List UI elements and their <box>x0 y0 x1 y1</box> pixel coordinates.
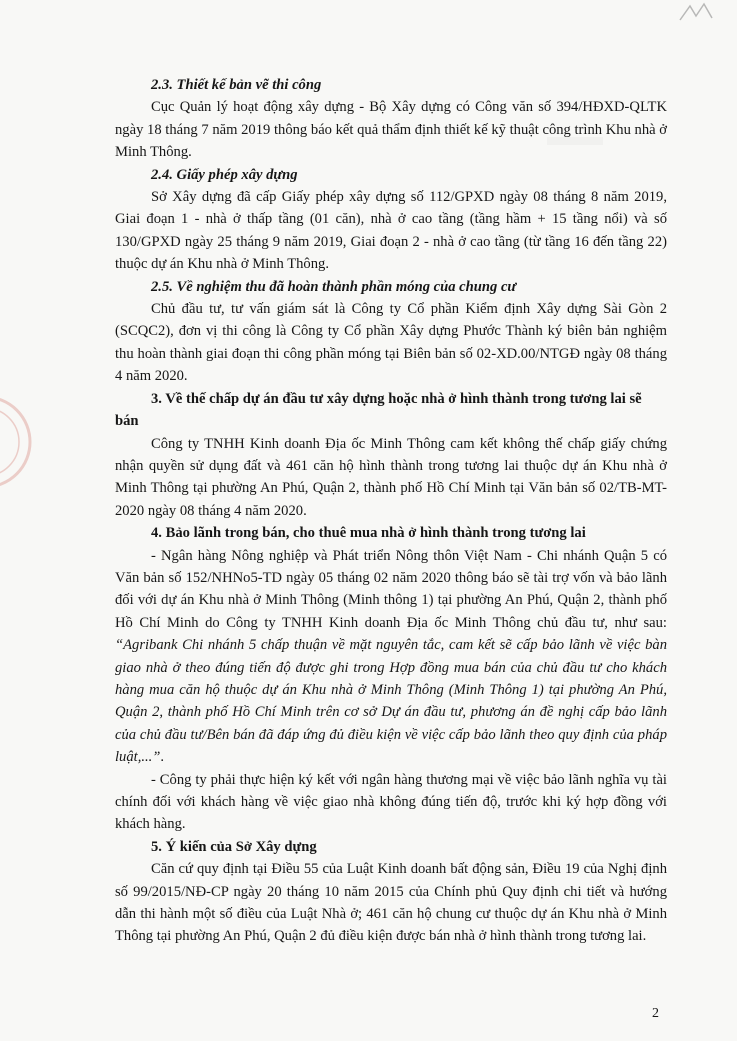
paragraph-5: Căn cứ quy định tại Điều 55 của Luật Kinh doanh bất động sản, Điều 19 của Nghị định số 99/2015/NĐ-CP ngày 20 tháng 10 năm 2015 của Chính phủ Quy định chi tiết và hướng dẫn thi hành một số điều của Luật Nhà ở; 461 căn hộ chung cư thuộc dự án Khu nhà ở Minh Thông tại phường An Phú, Quận 2 đủ điều kiện được bán nhà ở hình thành trong tương lai. <box>115 861 667 945</box>
paragraph-3: Công ty TNHH Kinh doanh Địa ốc Minh Thông cam kết không thế chấp giấy chứng nhận quyền sử dụng đất và 461 căn hộ hình thành trong tương lai thuộc dự án Khu nhà ở Minh Thông tại phường An Phú, Quận 2, thành phố Hồ Chí Minh tại Văn bản số 02/TB-MT-2020 ngày 08 tháng 4 năm 2020. <box>115 435 667 519</box>
red-seal-stamp <box>0 395 40 490</box>
paragraph-4-1-end: . <box>160 749 165 766</box>
paragraph-2-5: Chủ đầu tư, tư vấn giám sát là Công ty Cổ phần Kiểm định Xây dựng Sài Gòn 2 (SCQC2), đơn vị thi công là Công ty Cổ phần Xây dựng Phước Thành ký biên bản nghiệm thu hoàn thành giai đoạn thi công phần móng tại Biên bản số 02-XD.00/NTGĐ ngày 08 tháng 4 năm 2020. <box>115 301 667 385</box>
paragraph-2-4: Sở Xây dựng đã cấp Giấy phép xây dựng số 112/GPXD ngày 08 tháng 8 năm 2019, Giai đoạn 1 - nhà ở thấp tầng (01 căn), nhà ở cao tầng (tầng hầm + 15 tầng nổi) và số 130/GPXD ngày 25 tháng 9 năm 2019, Giai đoạn 2 - nhà ở cao tầng (từ tầng 16 đến tầng 22) thuộc dự án Khu nhà ở Minh Thông. <box>115 189 667 273</box>
paragraph-4-1-text: - Ngân hàng Nông nghiệp và Phát triển Nông thôn Việt Nam - Chi nhánh Quận 5 có Văn bản số 152/NHNo5-TD ngày 05 tháng 02 năm 2020 thông báo sẽ tài trợ vốn và bảo lãnh đối với dự án Khu nhà ở Minh Thông (Minh thông 1) tại phường An Phú, Quận 2, thành phố Hồ Chí Minh do Công ty TNHH Kinh doanh Địa ốc Minh Thông chủ đầu tư, như sau: <box>115 547 667 631</box>
scan-artifact-mark <box>676 0 716 24</box>
paragraph-4-2: - Công ty phải thực hiện ký kết với ngân hàng thương mại về việc bảo lãnh nghĩa vụ tài chính đối với khách hàng về việc giao nhà không đúng tiến độ, trước khi ký hợp đồng với khách hàng. <box>115 771 667 833</box>
document-body <box>115 74 667 948</box>
heading-2-4: 2.4. Giấy phép xây dựng <box>151 166 298 183</box>
heading-2-3: 2.3. Thiết kế bản vẽ thi công <box>151 77 322 93</box>
heading-3: 3. Về thế chấp dự án đầu tư xây dựng hoặc nhà ở hình thành trong tương lai sẽ bán <box>115 390 642 430</box>
heading-4: 4. Bảo lãnh trong bán, cho thuê mua nhà ở hình thành trong tương lai <box>151 525 586 542</box>
page-number: 2 <box>652 1006 659 1021</box>
paragraph-2-3: Cục Quản lý hoạt động xây dựng - Bộ Xây dựng có Công văn số 394/HĐXD-QLTK ngày 18 tháng 7 năm 2019 thông báo kết quả thẩm định thiết kế kỹ thuật công trình Khu nhà ở Minh Thông. <box>115 99 667 161</box>
paragraph-4-1-quote: “Agribank Chi nhánh 5 chấp thuận về mặt nguyên tắc, cam kết sẽ cấp bảo lãnh về việc bàn giao nhà ở theo đúng tiến độ được ghi trong Hợp đồng mua bán của chủ đầu tư cho khách hàng mua căn hộ thuộc dự án Khu nhà ở Minh Thông (Minh Thông 1) tại phường An Phú, Quận 2, thành phố Hồ Chí Minh trên cơ sở Dự án đầu tư, phương án đề nghị cấp bảo lãnh của chủ đầu tư/Bên bán đã đáp ứng đủ điều kiện về việc cấp bảo lãnh theo quy định của pháp luật,...” <box>115 637 667 766</box>
heading-2-5: 2.5. Về nghiệm thu đã hoàn thành phần móng của chung cư <box>151 278 517 295</box>
heading-5: 5. Ý kiến của Sở Xây dựng <box>151 838 317 855</box>
paragraph-4-1 <box>115 545 667 769</box>
